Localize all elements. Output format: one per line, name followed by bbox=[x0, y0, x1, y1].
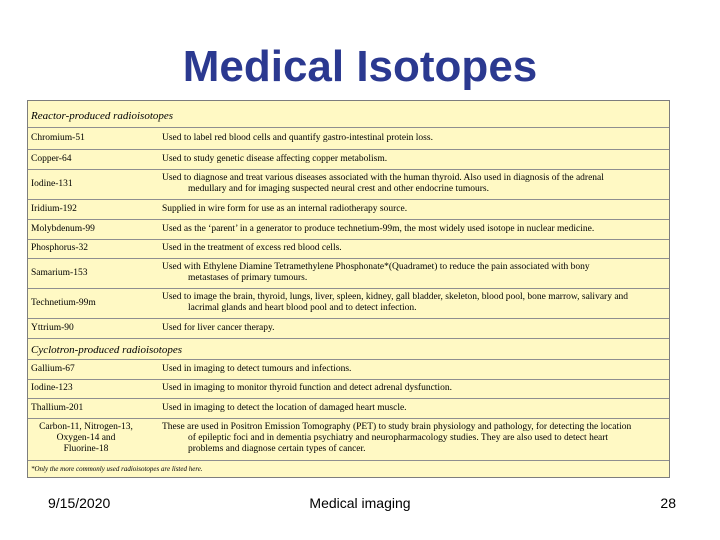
isotope-name: Technetium-99m bbox=[31, 298, 96, 308]
use-line: Used to image the brain, thyroid, lungs, liver, spleen, kidney, gall bladder, skeleton, blood pool, bone marrow, salivary and bbox=[162, 292, 629, 302]
isotope-table bbox=[27, 100, 670, 478]
use-line: metastases of primary tumours. bbox=[188, 273, 308, 283]
separator bbox=[28, 127, 669, 128]
use-line: Used with Ethylene Diamine Tetramethylene Phosphonate*(Quadramet) to reduce the pain associated with bony bbox=[162, 262, 590, 272]
separator bbox=[28, 239, 669, 240]
isotope-name: Iridium-192 bbox=[31, 204, 77, 214]
isotope-use: Used to label red blood cells and quantify gastro-intestinal protein loss. bbox=[162, 133, 433, 143]
use-line: problems and diagnose certain types of cancer. bbox=[188, 444, 366, 454]
footer-title: Medical imaging bbox=[309, 495, 411, 511]
isotope-name: Thallium-201 bbox=[31, 403, 84, 413]
isotope-use: Used in the treatment of excess red blood cells. bbox=[162, 243, 342, 253]
isotope-use: Used as the ‘parent’ in a generator to produce technetium-99m, the most widely used isotope in nuclear medicine. bbox=[162, 224, 595, 234]
isotope-use: Used to study genetic disease affecting copper metabolism. bbox=[162, 154, 388, 164]
use-line: medullary and for imaging suspected neural crest and other endocrine tumours. bbox=[188, 184, 489, 194]
isotope-name: Yttrium-90 bbox=[31, 323, 74, 333]
isotope-name: Molybdenum-99 bbox=[31, 224, 95, 234]
use-line: of epileptic foci and in dementia psychiatry and neuropharmacology studies. They are also used to detect heart bbox=[188, 433, 609, 443]
isotope-use bbox=[162, 173, 662, 195]
separator bbox=[28, 199, 669, 200]
separator bbox=[28, 460, 669, 461]
page-number: 28 bbox=[660, 495, 676, 511]
isotope-use: Used in imaging to detect the location of damaged heart muscle. bbox=[162, 403, 407, 413]
separator bbox=[28, 398, 669, 399]
isotope-name: Samarium-153 bbox=[31, 268, 88, 278]
separator bbox=[28, 318, 669, 319]
isotope-name: Iodine-123 bbox=[31, 383, 73, 393]
use-line: These are used in Positron Emission Tomography (PET) to study brain physiology and pathology, for detecting the location bbox=[162, 422, 632, 432]
footnote: *Only the more commonly used radioisotopes are listed here. bbox=[31, 465, 203, 473]
slide-title: Medical Isotopes bbox=[182, 42, 538, 91]
separator bbox=[28, 149, 669, 150]
isotope-use bbox=[162, 422, 662, 455]
isotope-name: Iodine-131 bbox=[31, 179, 73, 189]
isotope-name: Copper-64 bbox=[31, 154, 72, 164]
isotope-use bbox=[162, 292, 662, 314]
separator bbox=[28, 169, 669, 170]
footer-date: 9/15/2020 bbox=[48, 495, 111, 511]
separator bbox=[28, 288, 669, 289]
isotope-use bbox=[162, 262, 662, 284]
use-line: lacrimal glands and heart blood pool and to detect infection. bbox=[188, 303, 417, 313]
isotope-use: Used in imaging to monitor thyroid function and detect adrenal dysfunction. bbox=[162, 383, 452, 393]
separator bbox=[28, 418, 669, 419]
isotope-name bbox=[31, 422, 141, 455]
isotope-name: Chromium-51 bbox=[31, 133, 85, 143]
reactor-section-heading: Reactor-produced radioisotopes bbox=[31, 110, 174, 122]
separator bbox=[28, 219, 669, 220]
isotope-line: Oxygen-14 and bbox=[56, 433, 116, 443]
isotope-use: Used for liver cancer therapy. bbox=[162, 323, 275, 333]
separator bbox=[28, 258, 669, 259]
isotope-name: Phosphorus-32 bbox=[31, 243, 89, 253]
cyclotron-section-heading: Cyclotron-produced radioisotopes bbox=[31, 344, 183, 356]
separator bbox=[28, 379, 669, 380]
isotope-use: Supplied in wire form for use as an internal radiotherapy source. bbox=[162, 204, 408, 214]
isotope-use: Used in imaging to detect tumours and infections. bbox=[162, 364, 352, 374]
isotope-name: Gallium-67 bbox=[31, 364, 75, 374]
isotope-line: Carbon-11, Nitrogen-13, bbox=[39, 422, 133, 432]
separator bbox=[28, 338, 669, 339]
separator bbox=[28, 359, 669, 360]
use-line: Used to diagnose and treat various diseases associated with the human thyroid. Also used in diagnosis of the adrenal bbox=[162, 173, 604, 183]
isotope-line: Fluorine-18 bbox=[63, 444, 109, 454]
